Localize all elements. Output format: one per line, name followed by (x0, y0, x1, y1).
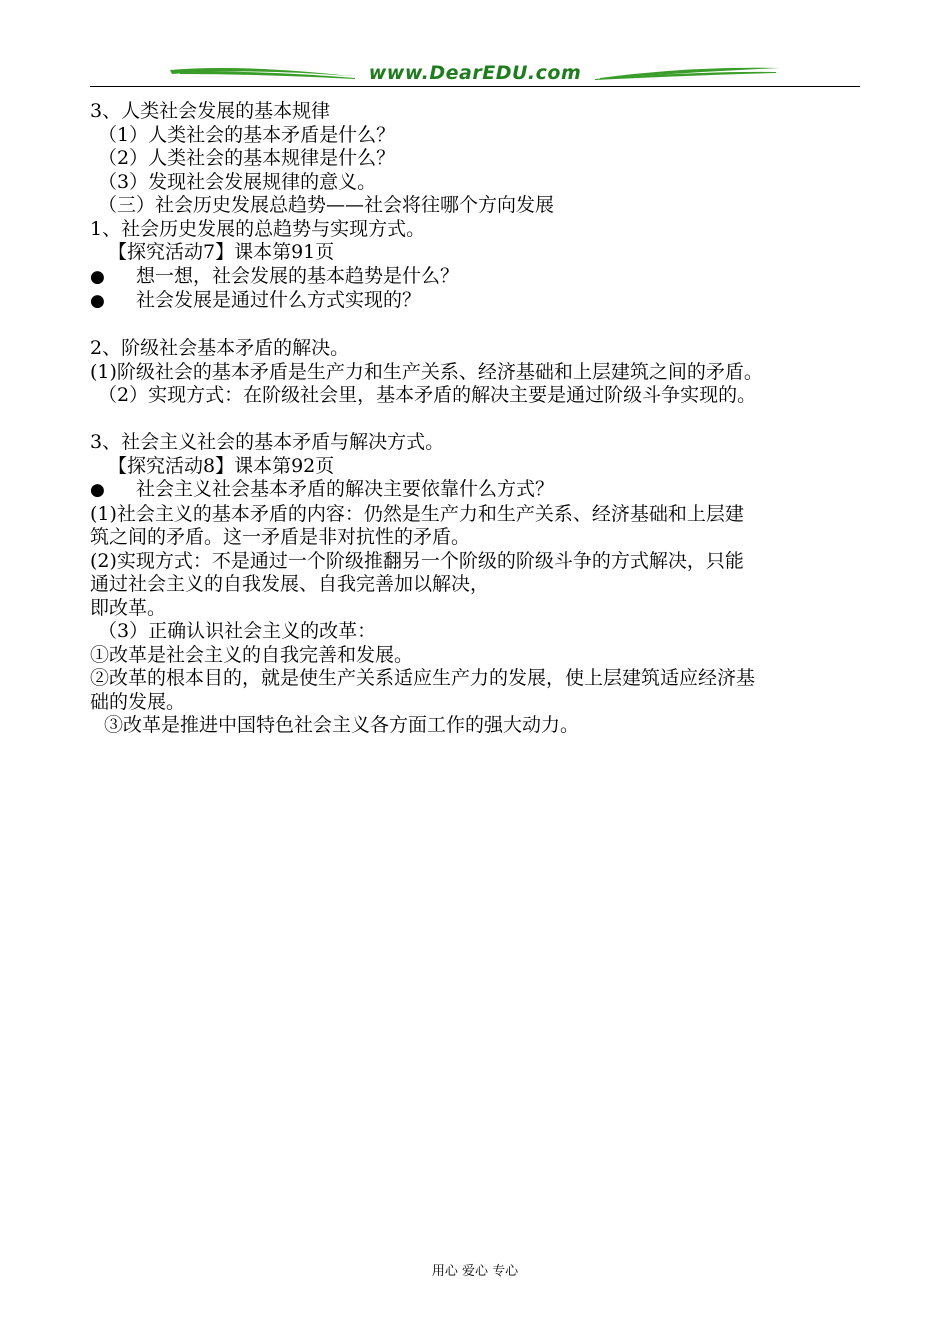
body-line: ②改革的根本目的，就是使生产关系适应生产力的发展，使上层建筑适应经济基 (90, 667, 756, 689)
activity-label: 【探究活动7】课本第91页 (108, 241, 335, 263)
question-line: （1）人类社会的基本矛盾是什么？ (98, 123, 396, 146)
bullet-item (90, 478, 870, 503)
page-footer: 用心 爱心 专心 (431, 1264, 519, 1279)
header-rule (90, 86, 860, 87)
activity-label: 【探究活动8】课本第92页 (108, 454, 335, 477)
body-line: (1)阶级社会的基本矛盾是生产力和生产关系、经济基础和上层建筑之间的矛盾。 (90, 360, 763, 383)
bullet-icon: ● (90, 266, 105, 287)
spacer (90, 408, 870, 432)
subsection-heading: 2、阶级社会基本矛盾的解决。 (90, 337, 350, 359)
question-line: （3）发现社会发展规律的意义。 (98, 170, 377, 193)
question-line: （2）人类社会的基本规律是什么？ (98, 147, 396, 169)
body-line: ③改革是推进中国特色社会主义各方面工作的强大动力。 (104, 714, 580, 736)
body-line: （3）正确认识社会主义的改革： (98, 620, 377, 642)
body-line: (2)实现方式：不是通过一个阶级推翻另一个阶级的阶级斗争的方式解决，只能 (90, 549, 744, 572)
body-line: ①改革是社会主义的自我完善和发展。 (90, 643, 414, 666)
subsection-heading: 1、社会历史发展的总趋势与实现方式。 (90, 217, 426, 240)
bullet-text: 社会发展是通过什么方式实现的？ (136, 289, 422, 311)
bullet-icon: ● (90, 291, 105, 311)
body-line: 筑之间的矛盾。这一矛盾是非对抗性的矛盾。 (90, 526, 471, 548)
subsection-heading: 3、社会主义社会的基本矛盾与解决方式。 (90, 431, 445, 453)
body-line: (1)社会主义的基本矛盾的内容：仍然是生产力和生产关系、经济基础和上层建 (90, 502, 744, 525)
spacer (90, 314, 870, 338)
bullet-item (90, 289, 870, 314)
page-header (90, 58, 860, 90)
bullet-item (90, 265, 870, 290)
body-line: 通过社会主义的自我发展、自我完善加以解决， (90, 573, 490, 595)
document-body (90, 100, 870, 738)
site-logo-text: www.DearEDU.com (368, 62, 582, 84)
bullet-text: 想一想，社会发展的基本趋势是什么？ (136, 264, 460, 287)
body-line: 础的发展。 (90, 690, 186, 713)
section-heading: 3、人类社会发展的基本规律 (90, 100, 331, 122)
bullet-icon: ● (90, 480, 105, 500)
body-line: （2）实现方式：在阶级社会里，基本矛盾的解决主要是通过阶级斗争实现的。 (98, 384, 757, 406)
body-line: 即改革。 (90, 596, 167, 619)
section-heading: （三）社会历史发展总趋势——社会将往哪个方向发展 (98, 194, 555, 216)
bullet-text: 社会主义社会基本矛盾的解决主要依靠什么方式？ (136, 478, 555, 500)
